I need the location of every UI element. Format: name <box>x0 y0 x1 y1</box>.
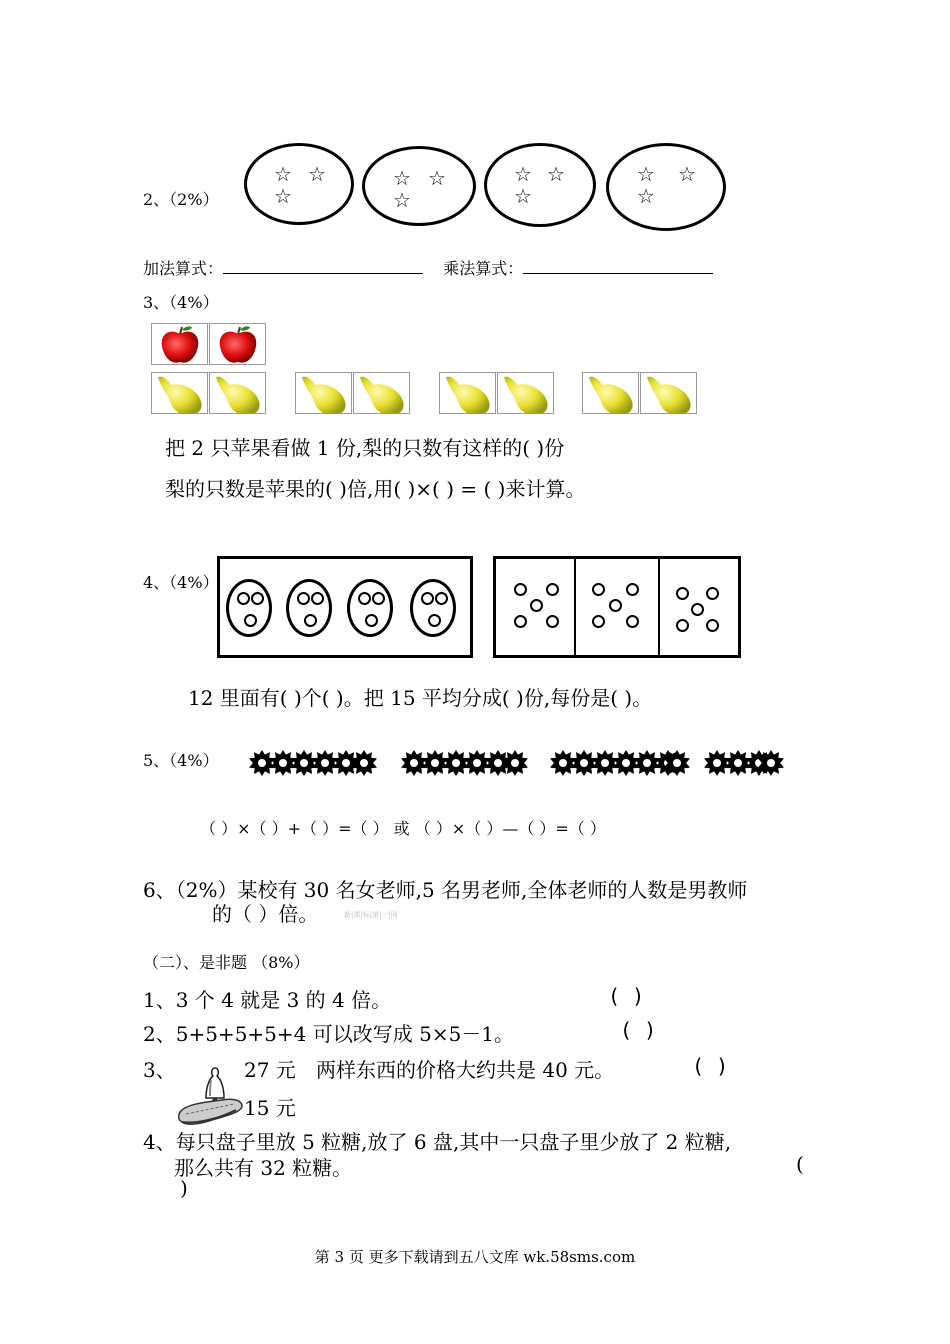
flower-icon <box>758 750 784 776</box>
tf-item3-price2: 15 元 <box>244 1096 296 1120</box>
flower-icon <box>592 750 618 776</box>
flower-icon <box>464 750 490 776</box>
star-icon: ☆ <box>637 162 655 186</box>
flower-icon <box>270 750 296 776</box>
q5-label: 5、（4%） <box>143 751 219 770</box>
star-icon: ☆ <box>547 162 565 186</box>
q4-text: 12 里面有( )个( )。把 15 平均分成( )份,每份是( )。 <box>188 686 653 710</box>
flower-icon <box>613 750 639 776</box>
tf-item3-text: 两样东西的价格大约共是 40 元。 <box>316 1058 615 1082</box>
flower-icon <box>312 750 338 776</box>
pear-icon <box>295 372 352 414</box>
q4-label: 4、（4%） <box>143 573 219 592</box>
star-icon: ☆ <box>274 184 292 208</box>
flower-icon <box>401 750 427 776</box>
flower-icon <box>249 750 275 776</box>
q2-label: 2、（2%） <box>143 190 219 209</box>
addition-blank[interactable] <box>223 273 423 274</box>
star-icon: ☆ <box>393 188 411 212</box>
multiplication-label: 乘法算式： <box>443 259 524 278</box>
star-icon: ☆ <box>514 162 532 186</box>
tf-item4-line2: 那么共有 32 粒糖。 <box>174 1156 353 1180</box>
tf-item3-answer[interactable]: ( ) <box>692 1054 729 1078</box>
q3-line2: 梨的只数是苹果的( )倍,用( )×( ) = ( )来计算。 <box>165 477 586 501</box>
tf-item3-number: 3、 <box>143 1058 176 1082</box>
face-icon <box>226 579 272 637</box>
faces-box <box>217 556 473 658</box>
pear-icon <box>582 372 639 414</box>
q3-line1: 把 2 只苹果看做 1 份,梨的只数有这样的( )份 <box>165 436 565 460</box>
tf-item2-answer[interactable]: ( ) <box>620 1018 657 1042</box>
star-ellipse <box>606 143 726 231</box>
flower-icon <box>422 750 448 776</box>
star-ellipse <box>362 146 476 226</box>
flower-icon <box>291 750 317 776</box>
star-ellipse <box>484 143 596 227</box>
star-icon: ☆ <box>514 184 532 208</box>
tf-item4-paren-close: ) <box>180 1176 188 1200</box>
q6-line1: 6、（2%）某校有 30 名女老师,5 名男老师,全体老师的人数是男教师 <box>143 878 748 902</box>
star-icon: ☆ <box>274 162 292 186</box>
flower-icon <box>725 750 751 776</box>
pear-icon <box>640 372 697 414</box>
face-icon <box>410 579 456 637</box>
tf-item4-line1: 4、每只盘子里放 5 粒糖,放了 6 盘,其中一只盘子里少放了 2 粒糖, <box>143 1130 732 1154</box>
watermark: 新|课|标|第|一|网 <box>344 911 398 919</box>
pear-icon <box>209 372 266 414</box>
pear-icon <box>151 372 208 414</box>
flower-icon <box>550 750 576 776</box>
tf-item1-answer[interactable]: ( ) <box>608 984 645 1008</box>
pear-icon <box>497 372 554 414</box>
face-icon <box>286 579 332 637</box>
flower-icon <box>443 750 469 776</box>
tf-heading: （二）、是非题 （8%） <box>143 953 310 972</box>
flower-icon <box>704 750 730 776</box>
dots-box <box>493 556 741 658</box>
tf-item3-price1: 27 元 <box>244 1058 296 1082</box>
tf-item4-paren-open[interactable]: ( <box>796 1152 804 1176</box>
apple-icon <box>209 323 266 365</box>
pear-icon <box>353 372 410 414</box>
pear-icon <box>439 372 496 414</box>
star-icon: ☆ <box>637 184 655 208</box>
page-footer: 第 3 页 更多下载请到五八文库 wk.58sms.com <box>314 1248 636 1266</box>
star-icon: ☆ <box>393 166 411 190</box>
flower-icon <box>571 750 597 776</box>
multiplication-blank[interactable] <box>523 273 713 274</box>
shoe-icon <box>176 1092 246 1130</box>
q6-line2: 的（ ）倍。 <box>212 902 319 926</box>
tf-item2: 2、5+5+5+5+4 可以改写成 5×5－1。 <box>143 1022 515 1046</box>
flower-icon <box>634 750 660 776</box>
apple-icon <box>151 323 208 365</box>
star-icon: ☆ <box>428 166 446 190</box>
q3-label: 3、（4%） <box>143 293 219 312</box>
tf-item1: 1、3 个 4 就是 3 的 4 倍。 <box>143 988 392 1012</box>
q2-answer-row <box>143 256 713 279</box>
star-ellipse <box>244 143 354 225</box>
addition-label: 加法算式： <box>143 259 224 278</box>
q5-equation: （ ）×（ ）+（ ）=（ ） 或 （ ）×（ ）—（ ）=（ ） <box>200 819 606 838</box>
star-icon: ☆ <box>678 162 696 186</box>
face-icon <box>347 579 393 637</box>
star-icon: ☆ <box>308 162 326 186</box>
